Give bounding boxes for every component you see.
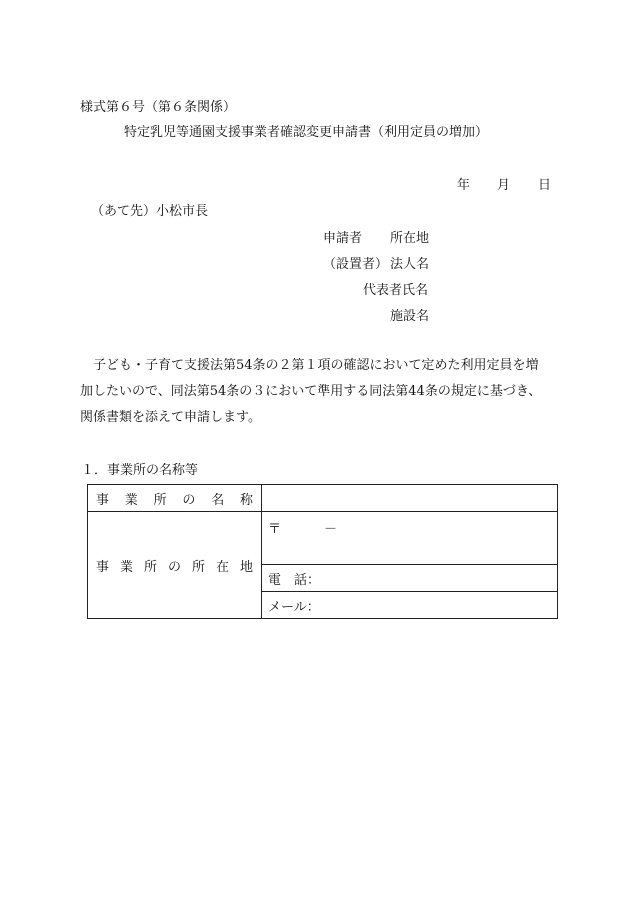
email-field[interactable]: メール： xyxy=(262,592,558,619)
postal-code-dash: － xyxy=(324,522,338,537)
date-month-label: 月 xyxy=(497,178,511,193)
body-line-1: 子ども・子育て支援法第54条の２第１項の確認において定めた利用定員を増 xyxy=(93,358,539,373)
table-row xyxy=(88,485,558,512)
application-body-text xyxy=(80,353,550,431)
date-day-label: 日 xyxy=(538,178,552,193)
addressee: （あて先）小松市長 xyxy=(91,204,209,219)
body-line-2: 加したいので、同法第54条の３において準用する同法第44条の規定に基づき、 xyxy=(80,384,542,399)
document-title: 特定乳児等通園支援事業者確認変更申請書（利用定員の増加） xyxy=(124,125,489,140)
corp-name-label: 法人名 xyxy=(390,257,430,272)
facility-info-table xyxy=(87,484,558,619)
establisher-label: （設置者） xyxy=(323,257,389,272)
postal-mark-icon: 〒 xyxy=(268,522,282,537)
form-number: 様式第６号（第６条関係） xyxy=(80,100,237,115)
postal-address-field[interactable] xyxy=(262,512,558,565)
applicant-label: 申請者 xyxy=(323,231,363,246)
address-label: 所在地 xyxy=(390,231,430,246)
body-line-3: 関係書類を添えて申請します。 xyxy=(80,410,261,425)
section-1-heading: １．事業所の名称等 xyxy=(81,463,199,478)
date-year-label: 年 xyxy=(457,178,471,193)
facility-name-cell-label: 事業所の名称 xyxy=(88,485,262,512)
table-row xyxy=(88,512,558,565)
facility-location-cell-label: 事業所の所在地 xyxy=(88,512,262,619)
phone-field[interactable]: 電 話： xyxy=(262,565,558,592)
facility-name-label: 施設名 xyxy=(390,309,430,324)
representative-name-label: 代表者氏名 xyxy=(363,283,429,298)
facility-name-value-field[interactable] xyxy=(262,485,558,512)
